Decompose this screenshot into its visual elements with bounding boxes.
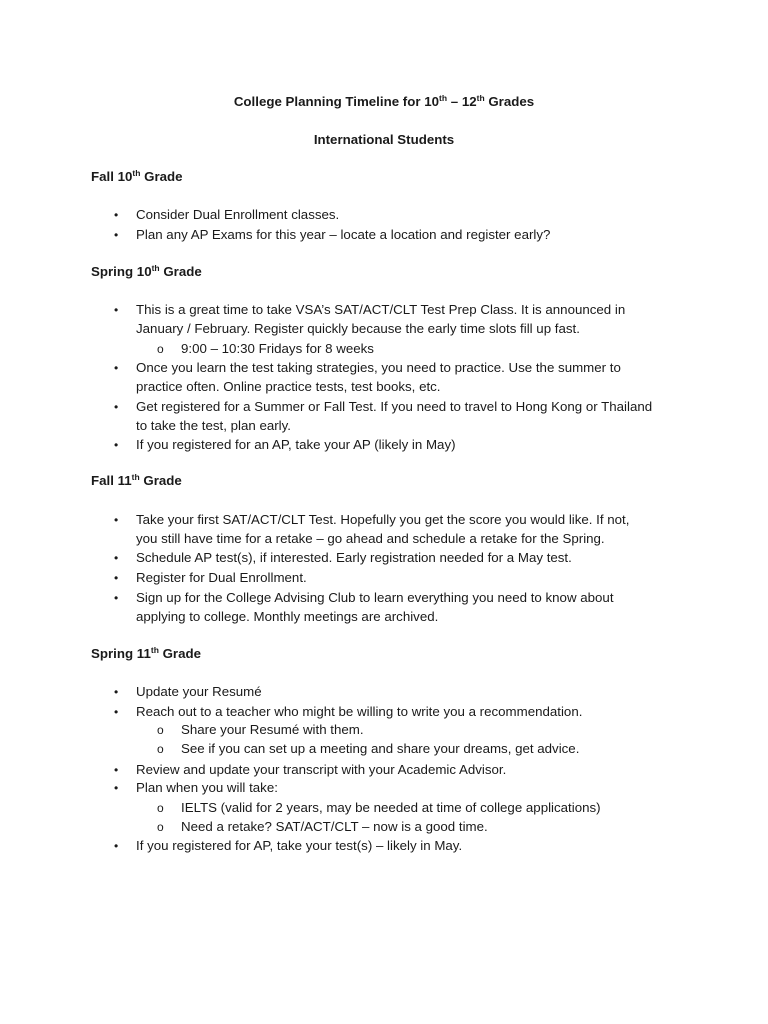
list-item: Register for Dual Enrollment. — [136, 570, 307, 585]
list-item: Sign up for the College Advising Club to learn everything you need to know about — [136, 590, 614, 605]
sub-list-item: Need a retake? SAT/ACT/CLT – now is a good time. — [181, 819, 488, 834]
list-item: Plan any AP Exams for this year – locate a location and register early? — [136, 227, 551, 242]
bullet-icon: • — [114, 361, 119, 375]
document-subtitle: International Students — [313, 132, 455, 147]
bullet-icon: • — [114, 591, 119, 605]
list-item-continuation: January / February. Register quickly because the early time slots fill up fast. — [136, 321, 580, 336]
list-item: Take your first SAT/ACT/CLT Test. Hopefully you get the score you would like. If not, — [136, 512, 630, 527]
list-item: Update your Resumé — [136, 684, 262, 699]
list-item-continuation: you still have time for a retake – go ahead and schedule a retake for the Spring. — [136, 531, 605, 546]
bullet-icon: • — [114, 303, 119, 317]
list-item: This is a great time to take VSA’s SAT/ACT/CLT Test Prep Class. It is announced in — [136, 302, 626, 317]
sub-list-item: See if you can set up a meeting and share your dreams, get advice. — [181, 741, 580, 756]
sub-bullet-icon: o — [157, 342, 164, 356]
bullet-icon: • — [114, 513, 119, 527]
bullet-icon: • — [114, 208, 119, 222]
bullet-icon: • — [114, 781, 119, 795]
sub-list-item: Share your Resumé with them. — [181, 722, 364, 737]
bullet-icon: • — [114, 571, 119, 585]
sub-bullet-icon: o — [157, 723, 164, 737]
bullet-icon: • — [114, 438, 119, 452]
list-item: If you registered for an AP, take your AP (likely in May) — [136, 437, 456, 452]
bullet-icon: • — [114, 551, 119, 565]
bullet-icon: • — [114, 839, 119, 853]
list-item-continuation: to take the test, plan early. — [136, 418, 291, 433]
list-item: Once you learn the test taking strategies, you need to practice. Use the summer to — [136, 360, 621, 375]
list-item: Reach out to a teacher who might be willing to write you a recommendation. — [136, 704, 583, 719]
bullet-icon: • — [114, 400, 119, 414]
sub-bullet-icon: o — [157, 820, 164, 834]
section-heading-fall-10: Fall 10th Grade — [91, 168, 183, 184]
sub-bullet-icon: o — [157, 801, 164, 815]
section-heading-spring-11: Spring 11th Grade — [91, 645, 202, 661]
bullet-icon: • — [114, 228, 119, 242]
section-heading-spring-10: Spring 10th Grade — [91, 263, 202, 279]
list-item: Review and update your transcript with your Academic Advisor. — [136, 762, 507, 777]
sub-list-item: 9:00 – 10:30 Fridays for 8 weeks — [181, 341, 374, 356]
list-item: Get registered for a Summer or Fall Test. If you need to travel to Hong Kong or Thailand — [136, 399, 653, 414]
list-item: Schedule AP test(s), if interested. Early registration needed for a May test. — [136, 550, 572, 565]
document-title: College Planning Timeline for 10th – 12th Grades — [233, 93, 535, 109]
section-heading-fall-11: Fall 11th Grade — [91, 472, 182, 488]
list-item-continuation: practice often. Online practice tests, test books, etc. — [136, 379, 441, 394]
bullet-icon: • — [114, 685, 119, 699]
bullet-icon: • — [114, 705, 119, 719]
list-item: If you registered for AP, take your test(s) – likely in May. — [136, 838, 463, 853]
sub-list-item: IELTS (valid for 2 years, may be needed at time of college applications) — [181, 800, 601, 815]
list-item: Plan when you will take: — [136, 780, 278, 795]
sub-bullet-icon: o — [157, 742, 164, 756]
list-item-continuation: applying to college. Monthly meetings are archived. — [136, 609, 439, 624]
list-item: Consider Dual Enrollment classes. — [136, 207, 340, 222]
bullet-icon: • — [114, 763, 119, 777]
